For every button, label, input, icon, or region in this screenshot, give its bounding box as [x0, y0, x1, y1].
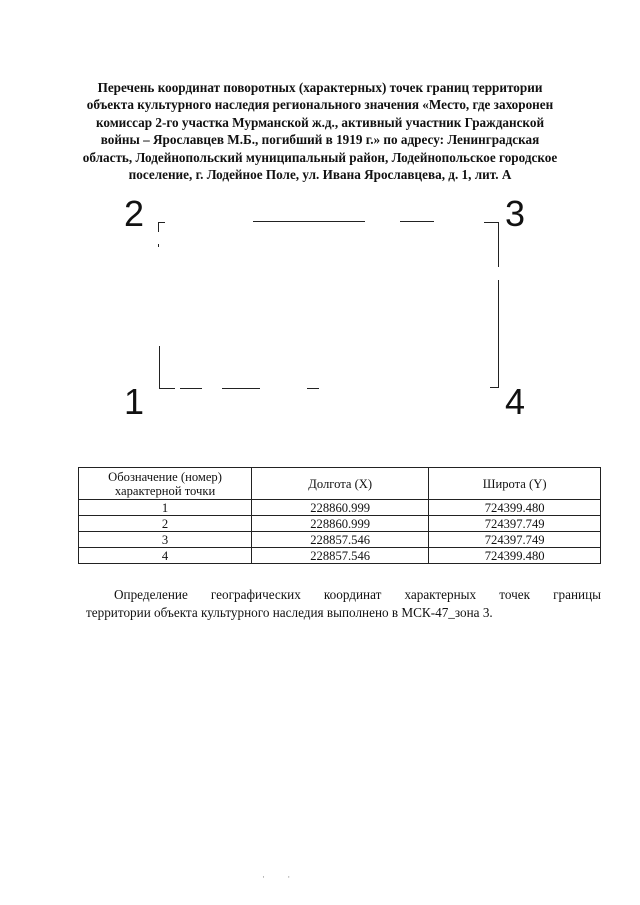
table-row	[79, 516, 601, 532]
coordinates-table	[78, 467, 601, 564]
coordinate-system-note	[86, 586, 601, 622]
title-line: комиссар 2-го участка Мурманской ж.д., активный участник Гражданской	[95, 114, 545, 130]
title-line: объекта культурного наследия регионального значения «Место, где захоронен	[86, 97, 554, 113]
note-line: территории объекта культурного наследия выполнено в МСК-47_зона 3.	[86, 605, 493, 620]
document-title	[78, 79, 562, 183]
cell-latitude: 724397.749	[429, 532, 601, 548]
note-line: Определение географических координат характерных точек границы	[114, 587, 601, 602]
corner-label-2: 2	[124, 193, 145, 234]
corner-label-4: 4	[505, 381, 526, 422]
scan-specks: · ·	[262, 872, 301, 882]
boundary-bottom-edge	[159, 388, 175, 389]
boundary-left-edge	[159, 346, 160, 389]
cell-point-number: 2	[79, 516, 252, 532]
table-row	[79, 548, 601, 564]
title-line: войны – Ярославцев М.Б., погибший в 1919 г.» по адресу: Ленинградская	[100, 132, 540, 148]
boundary-left-edge	[158, 244, 159, 247]
table-header-row	[79, 468, 601, 500]
cell-longitude: 228857.546	[252, 548, 429, 564]
cell-latitude: 724399.480	[429, 500, 601, 516]
boundary-top-edge	[158, 222, 165, 223]
header-latitude: Широта (Y)	[429, 468, 601, 500]
boundary-bottom-edge	[490, 387, 498, 388]
boundary-right-edge	[498, 280, 499, 388]
header-point-number: Обозначение (номер) характерной точки	[79, 468, 252, 500]
title-line: область, Лодейнопольский муниципальный район, Лодейнопольское городское	[82, 149, 558, 165]
boundary-bottom-edge	[180, 388, 202, 389]
title-line: поселение, г. Лодейное Поле, ул. Ивана Ярославцева, д. 1, лит. А	[128, 167, 512, 183]
cell-latitude: 724397.749	[429, 516, 601, 532]
boundary-right-edge	[498, 222, 499, 267]
boundary-top-edge	[400, 221, 434, 222]
corner-label-3: 3	[505, 193, 526, 234]
table-row	[79, 500, 601, 516]
title-line: Перечень координат поворотных (характерных) точек границ территории	[97, 80, 543, 95]
cell-latitude: 724399.480	[429, 548, 601, 564]
boundary-left-edge	[158, 222, 159, 232]
cell-longitude: 228860.999	[252, 516, 429, 532]
boundary-top-edge	[253, 221, 365, 222]
cell-point-number: 1	[79, 500, 252, 516]
boundary-bottom-edge	[307, 388, 319, 389]
header-longitude: Долгота (X)	[252, 468, 429, 500]
cell-longitude: 228860.999	[252, 500, 429, 516]
cell-point-number: 4	[79, 548, 252, 564]
cell-longitude: 228857.546	[252, 532, 429, 548]
table-row	[79, 532, 601, 548]
boundary-plan	[0, 180, 640, 440]
boundary-bottom-edge	[222, 388, 260, 389]
boundary-top-edge	[484, 222, 499, 223]
corner-label-1: 1	[124, 381, 145, 422]
cell-point-number: 3	[79, 532, 252, 548]
